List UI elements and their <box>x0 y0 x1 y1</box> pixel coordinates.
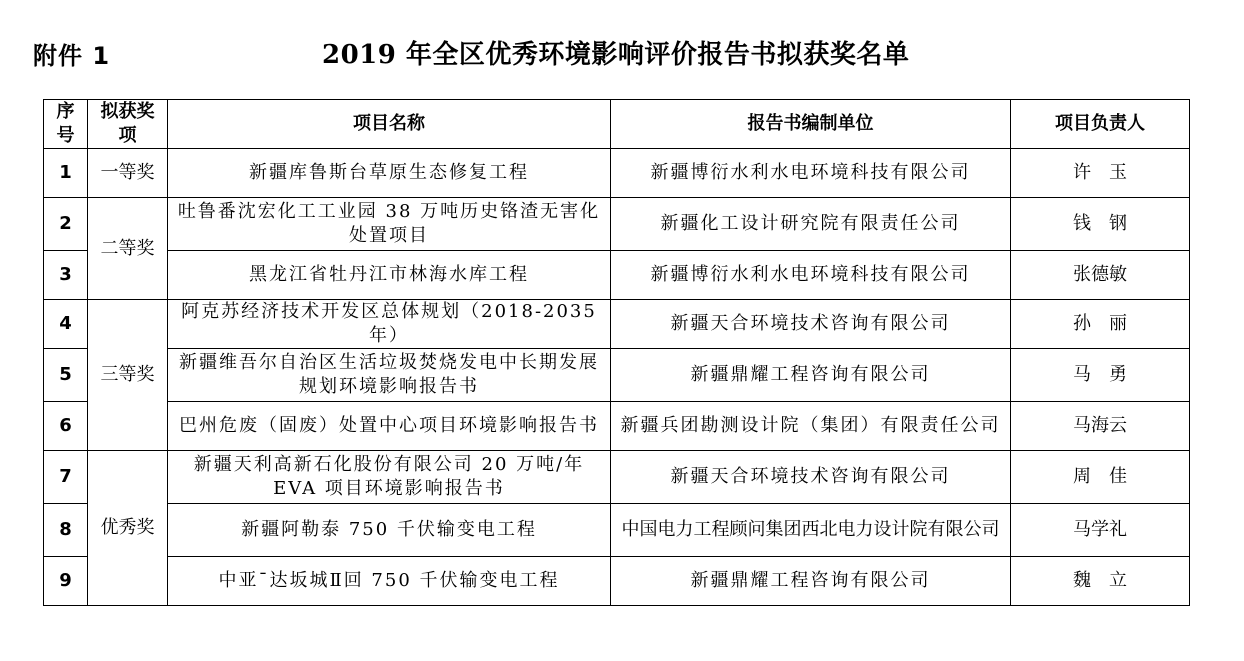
project-lead: 马学礼 <box>1011 504 1190 557</box>
table-row <box>44 557 1190 606</box>
table-row <box>44 402 1190 451</box>
row-number: 8 <box>44 504 88 557</box>
report-unit: 新疆兵团勘测设计院（集团）有限责任公司 <box>611 402 1011 451</box>
award-group-second: 二等奖 <box>88 198 168 300</box>
row-number: 5 <box>44 349 88 402</box>
table-header-row <box>44 100 1190 149</box>
project-lead: 钱 钢 <box>1011 198 1190 251</box>
award-table <box>43 99 1190 606</box>
document-title: 2019 年全区优秀环境影响评价报告书拟获奖名单 <box>322 40 910 70</box>
project-name: 新疆阿勒泰 750 千伏输变电工程 <box>168 504 611 557</box>
report-unit: 新疆天合环境技术咨询有限公司 <box>611 300 1011 349</box>
report-unit: 新疆博衍水利水电环境科技有限公司 <box>611 251 1011 300</box>
row-number: 7 <box>44 451 88 504</box>
project-lead: 魏 立 <box>1011 557 1190 606</box>
row-number: 1 <box>44 149 88 198</box>
row-number: 3 <box>44 251 88 300</box>
report-unit: 新疆天合环境技术咨询有限公司 <box>611 451 1011 504</box>
project-lead: 许 玉 <box>1011 149 1190 198</box>
project-name: 新疆天利高新石化股份有限公司 20 万吨/年 EVA 项目环境影响报告书 <box>168 451 611 504</box>
report-unit: 新疆鼎耀工程咨询有限公司 <box>611 349 1011 402</box>
report-unit: 新疆博衍水利水电环境科技有限公司 <box>611 149 1011 198</box>
project-name: 新疆维吾尔自治区生活垃圾焚烧发电中长期发展规划环境影响报告书 <box>168 349 611 402</box>
column-header-award: 拟获奖项 <box>88 100 168 149</box>
project-lead: 孙 丽 <box>1011 300 1190 349</box>
table-row <box>44 349 1190 402</box>
table-row <box>44 251 1190 300</box>
project-name: 中亚¯达坂城Ⅱ回 750 千伏输变电工程 <box>168 557 611 606</box>
project-lead: 周 佳 <box>1011 451 1190 504</box>
column-header-project: 项目名称 <box>168 100 611 149</box>
column-header-unit: 报告书编制单位 <box>611 100 1011 149</box>
table-row <box>44 504 1190 557</box>
table-row <box>44 149 1190 198</box>
report-unit: 新疆化工设计研究院有限责任公司 <box>611 198 1011 251</box>
attachment-label: 附件 1 <box>33 42 111 70</box>
row-number: 2 <box>44 198 88 251</box>
project-lead: 张德敏 <box>1011 251 1190 300</box>
report-unit: 中国电力工程顾问集团西北电力设计院有限公司 <box>611 504 1011 557</box>
project-name: 黑龙江省牡丹江市林海水库工程 <box>168 251 611 300</box>
project-name: 巴州危废（固废）处置中心项目环境影响报告书 <box>168 402 611 451</box>
row-number: 6 <box>44 402 88 451</box>
column-header-no: 序号 <box>44 100 88 149</box>
project-name: 阿克苏经济技术开发区总体规划（2018-2035 年） <box>168 300 611 349</box>
project-lead: 马海云 <box>1011 402 1190 451</box>
project-name: 吐鲁番沈宏化工工业园 38 万吨历史铬渣无害化处置项目 <box>168 198 611 251</box>
report-unit: 新疆鼎耀工程咨询有限公司 <box>611 557 1011 606</box>
project-lead: 马 勇 <box>1011 349 1190 402</box>
table-row <box>44 451 1190 504</box>
table-row <box>44 300 1190 349</box>
row-number: 4 <box>44 300 88 349</box>
project-name: 新疆库鲁斯台草原生态修复工程 <box>168 149 611 198</box>
row-number: 9 <box>44 557 88 606</box>
award-group-excellence: 优秀奖 <box>88 451 168 606</box>
award-group-third: 三等奖 <box>88 300 168 451</box>
column-header-person: 项目负责人 <box>1011 100 1190 149</box>
award-group-first: 一等奖 <box>88 149 168 198</box>
table-row <box>44 198 1190 251</box>
